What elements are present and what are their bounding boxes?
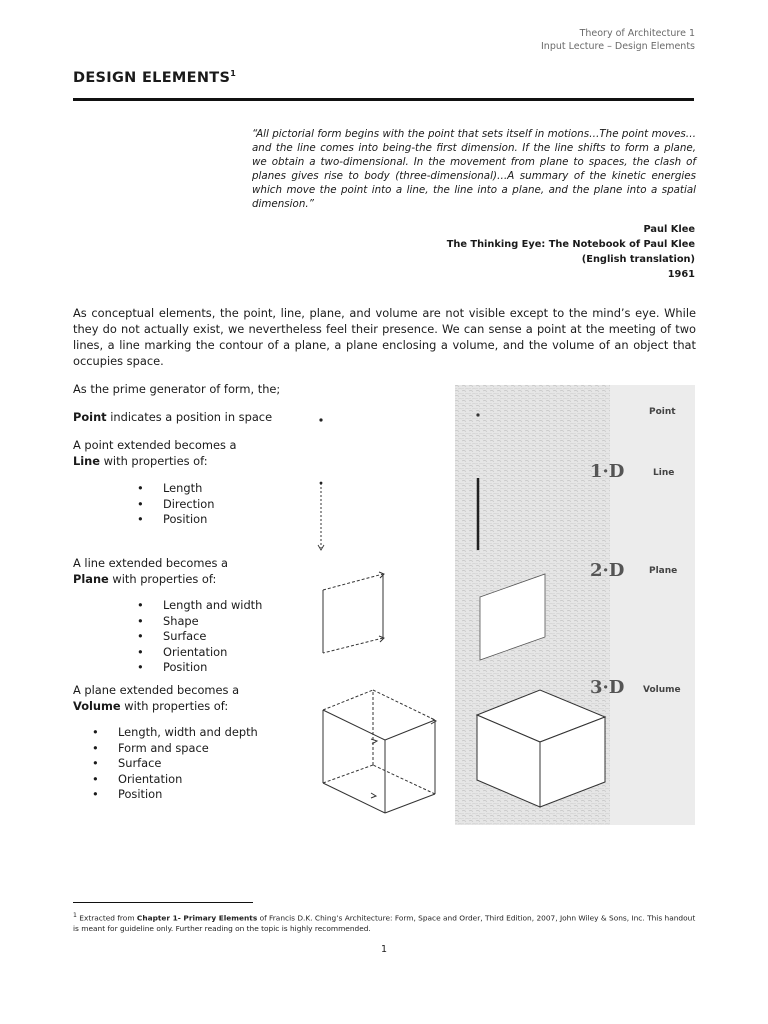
plate-label-point: Point bbox=[649, 407, 676, 417]
dashed-line-sketch bbox=[318, 482, 324, 550]
point-definition bbox=[73, 409, 272, 425]
footnote-marker: 1 bbox=[73, 912, 77, 919]
footnote-chapter: Chapter 1- Primary Elements bbox=[136, 913, 258, 923]
line-definition bbox=[73, 437, 237, 469]
generator-text: As the prime generator of form, the; bbox=[73, 382, 281, 396]
point-term: Point bbox=[73, 410, 107, 424]
point-dot bbox=[319, 418, 322, 421]
dimension-label-2d: 2·D bbox=[590, 560, 625, 581]
cube-wireframe-sketch bbox=[323, 690, 436, 813]
line-rest: with properties of: bbox=[100, 454, 208, 468]
list-item: • Shape bbox=[137, 614, 262, 630]
citation-source: The Thinking Eye: The Notebook of Paul Klee bbox=[446, 239, 695, 250]
volume-rest: with properties of: bbox=[120, 699, 229, 713]
quote-citation bbox=[447, 222, 695, 282]
list-item: • Length bbox=[137, 481, 214, 497]
list-item: • Orientation bbox=[137, 645, 262, 661]
plate-label-line: Line bbox=[653, 468, 675, 478]
plate-label-plane: Plane bbox=[649, 566, 678, 576]
volume-properties bbox=[92, 725, 258, 803]
page-number: 1 bbox=[380, 944, 388, 955]
page-title bbox=[73, 69, 236, 86]
citation-year: 1961 bbox=[667, 269, 695, 280]
list-item: • Position bbox=[137, 660, 262, 676]
plane-term: Plane bbox=[73, 572, 109, 586]
title-text: DESIGN ELEMENTS bbox=[73, 69, 231, 86]
footnote-rule bbox=[73, 902, 253, 903]
plate-label-volume: Volume bbox=[643, 685, 681, 695]
running-header bbox=[541, 27, 695, 53]
plate-point bbox=[476, 413, 479, 416]
point-text: indicates a position in space bbox=[106, 410, 273, 424]
citation-author: Paul Klee bbox=[643, 224, 695, 235]
list-item: • Length, width and depth bbox=[92, 725, 258, 741]
dimension-label-3d: 3·D bbox=[590, 677, 625, 698]
plane-definition bbox=[73, 555, 228, 587]
line-lead: A point extended becomes a bbox=[73, 438, 237, 452]
line-term: Line bbox=[73, 454, 100, 468]
plane-rest: with properties of: bbox=[108, 572, 217, 586]
klee-dimension-plate bbox=[455, 385, 695, 825]
plane-properties bbox=[137, 598, 262, 676]
klee-quote: “All pictorial form begins with the point that sets itself in motions…The point moves…and the line comes into being-the first dimension. If the line shifts to form a plane, we obtain a two-dimensional. In the movement from plane to spaces, the clash of planes gives rise to body (three-dimensional)…A summary of the kinetic energies which move the point into a line, the line into a plane, and the plane into a spatial dimension.” bbox=[252, 128, 696, 210]
intro-paragraph: As conceptual elements, the point, line, plane, and volume are not visible except to the mind’s eye. While they do not actually exist, we nevertheless feel their presence. We can sense a point at the meeting of two lines, a line marking the contour of a plane, a plane enclosing a volume, and the volume of an object that occupies space. bbox=[73, 306, 696, 368]
volume-lead: A plane extended becomes a bbox=[73, 683, 240, 697]
primary-elements-sketch bbox=[305, 385, 455, 825]
plate-graphic bbox=[455, 385, 695, 825]
list-item: • Orientation bbox=[92, 772, 258, 788]
list-item: • Direction bbox=[137, 497, 214, 513]
list-item: • Length and width bbox=[137, 598, 262, 614]
title-rule bbox=[73, 98, 694, 101]
plane-sketch bbox=[323, 572, 384, 653]
volume-term: Volume bbox=[73, 699, 121, 713]
list-item: • Position bbox=[92, 787, 258, 803]
list-item: • Form and space bbox=[92, 741, 258, 757]
course-title: Theory of Architecture 1 bbox=[579, 28, 695, 39]
list-item: • Surface bbox=[92, 756, 258, 772]
citation-translation: (English translation) bbox=[581, 254, 695, 265]
title-footnote-marker: 1 bbox=[230, 69, 237, 78]
plane-lead: A line extended becomes a bbox=[73, 556, 229, 570]
lecture-subtitle: Input Lecture – Design Elements bbox=[541, 41, 695, 52]
footnote: $^1$ Extracted from Chapter 1- Primary Elements of Francis D.K. Ching’s Architecture: Form, Space and Order, Third Edition, 2007, John Wiley & Sons, Inc. This handout is meant for guideline only. Further reading on the topic is highly recommended. bbox=[73, 912, 696, 934]
list-item: • Surface bbox=[137, 629, 262, 645]
line-properties bbox=[137, 481, 214, 528]
dimension-label-1d: 1·D bbox=[590, 461, 625, 482]
list-item: • Position bbox=[137, 512, 214, 528]
volume-definition bbox=[73, 682, 239, 714]
